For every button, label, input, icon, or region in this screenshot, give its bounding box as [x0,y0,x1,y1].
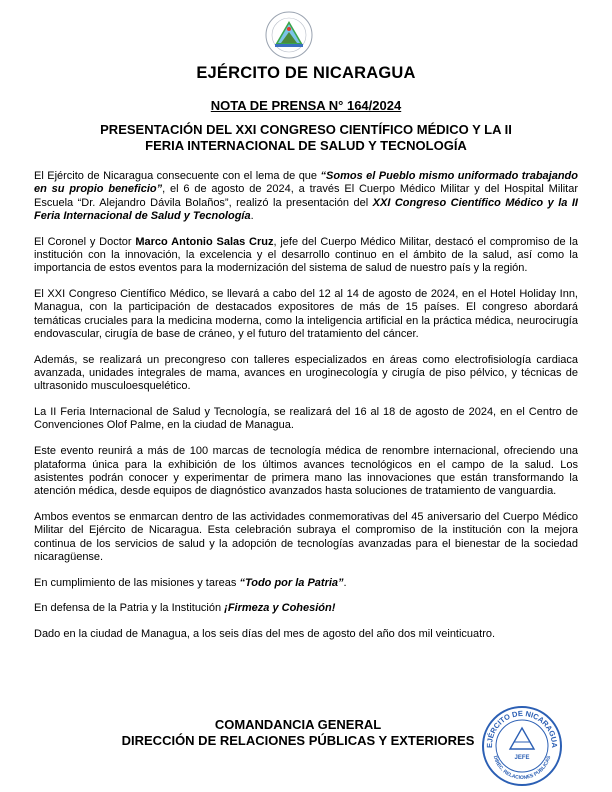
p8-text-a: En cumplimiento de las misiones y tareas [34,576,240,589]
paragraph-2 [34,236,578,276]
article-body [34,170,578,642]
press-note-label: NOTA DE PRENSA N° 164/2024 [210,98,402,113]
p2-person-name: Marco Antonio Salas Cruz [135,235,274,248]
paragraph-1 [34,170,578,223]
headline-line-1: PRESENTACIÓN DEL XXI CONGRESO CIENTÍFICO MÉDICO Y LA II [100,122,512,137]
signature-line-2: DIRECCIÓN DE RELACIONES PÚBLICAS Y EXTERIORES [121,733,475,748]
paragraph-7: Ambos eventos se enmarcan dentro de las actividades conmemorativas del 45 aniversario del Cuerpo Médico Militar del Ejército de Nicaragua. Esta celebración subraya el compromiso de la institución con la mejora continua de los servicios de salud y la adopción de tecnologías avanzadas para el bienestar de la sociedad nicaragüense. [34,510,578,563]
paragraph-8 [34,577,578,590]
p9-text-a: En defensa de la Patria y la Institución [34,602,225,615]
p9-motto: ¡Firmeza y Cohesión! [224,602,336,615]
p1-text-a: El Ejército de Nicaragua consecuente con el lema de que [34,170,321,182]
seal-center-text: JEFE [514,755,530,761]
press-note-number [0,98,612,113]
official-seal-stamp [480,704,564,788]
p1-text-c: , el 6 de agosto de 2024, a través El Cuerpo Médico Militar y del Hospital Militar Escuela “Dr. Alejandro Dávila Bolaños”, realizó la presentación del [34,183,578,209]
paragraph-10: Dado en la ciudad de Managua, a los seis días del mes de agosto del año dos mil veinticuatro. [34,628,496,641]
paragraph-5: La II Feria Internacional de Salud y Tecnología, se realizará del 16 al 18 de agosto de 2024, en el Centro de Convenciones Olof Palme, en la ciudad de Managua. [34,406,578,432]
p2-text-c: , jefe del Cuerpo Médico Militar, destacó el compromiso de la institución con la innovación, la excelencia y el desarrollo continuo en el ámbito de la salud, así como la importancia de estos eventos para la modernización del sistema de salud de nuestro país y la región. [34,235,578,275]
paragraph-4: Además, se realizará un precongreso con talleres especializados en áreas como electrofisiología cardiaca avanzada, unidades integrales de mama, avances en uroginecología y cirugía de piso pélvico, y técnicas de ultrasonido musculoesquelético. [34,353,578,393]
p1-text-e: . [250,209,254,222]
p8-motto: “Todo por la Patria” [239,576,344,589]
p2-text-a: El Coronel y Doctor [34,235,136,248]
p8-text-c: . [343,576,347,589]
signature-line-1: COMANDANCIA GENERAL [214,717,382,732]
headline [60,122,552,154]
headline-line-2: FERIA INTERNACIONAL DE SALUD Y TECNOLOGÍA [145,138,467,153]
seal-top-text: EJÉRCITO DE NICARAGUA [484,708,560,749]
signature-block [70,717,526,749]
seal-bottom-text: DIREC. RELACIONES PÚBLICAS [491,755,553,782]
paragraph-3: El XXI Congreso Científico Médico, se llevará a cabo del 12 al 14 de agosto de 2024, en el Hotel Holiday Inn, Managua, con la participación de destacados expositores de más de 15 países. El congreso abordará temáticas cruciales para la medicina moderna, como la inteligencia artificial en la práctica médica, neurocirugía endovascular, cirugía de base de cráneo, y el futuro del tratamiento del cáncer. [34,288,578,340]
p1-motto: “Somos el Pueblo mismo uniformado trabajando en su propio beneficio” [34,170,578,196]
organization-title: EJÉRCITO DE NICARAGUA [196,64,416,82]
p1-event-name: XXI Congreso Científico Médico y la II Feria Internacional de Salud y Tecnología [34,196,578,222]
paragraph-9 [34,602,578,615]
paragraph-6: Este evento reunirá a más de 100 marcas de tecnología médica de renombre internacional, ofreciendo una plataforma única para la exhibición de los últimos avances tecnológicos en el campo de la salud. Los asistentes podrán conocer y experimentar de primera mano las innovaciones que están transformando la atención médica, desde equipos de diagnóstico avanzados hasta soluciones de tratamiento de vanguardia. [34,445,578,498]
nicaragua-coat-of-arms-icon [264,10,314,60]
